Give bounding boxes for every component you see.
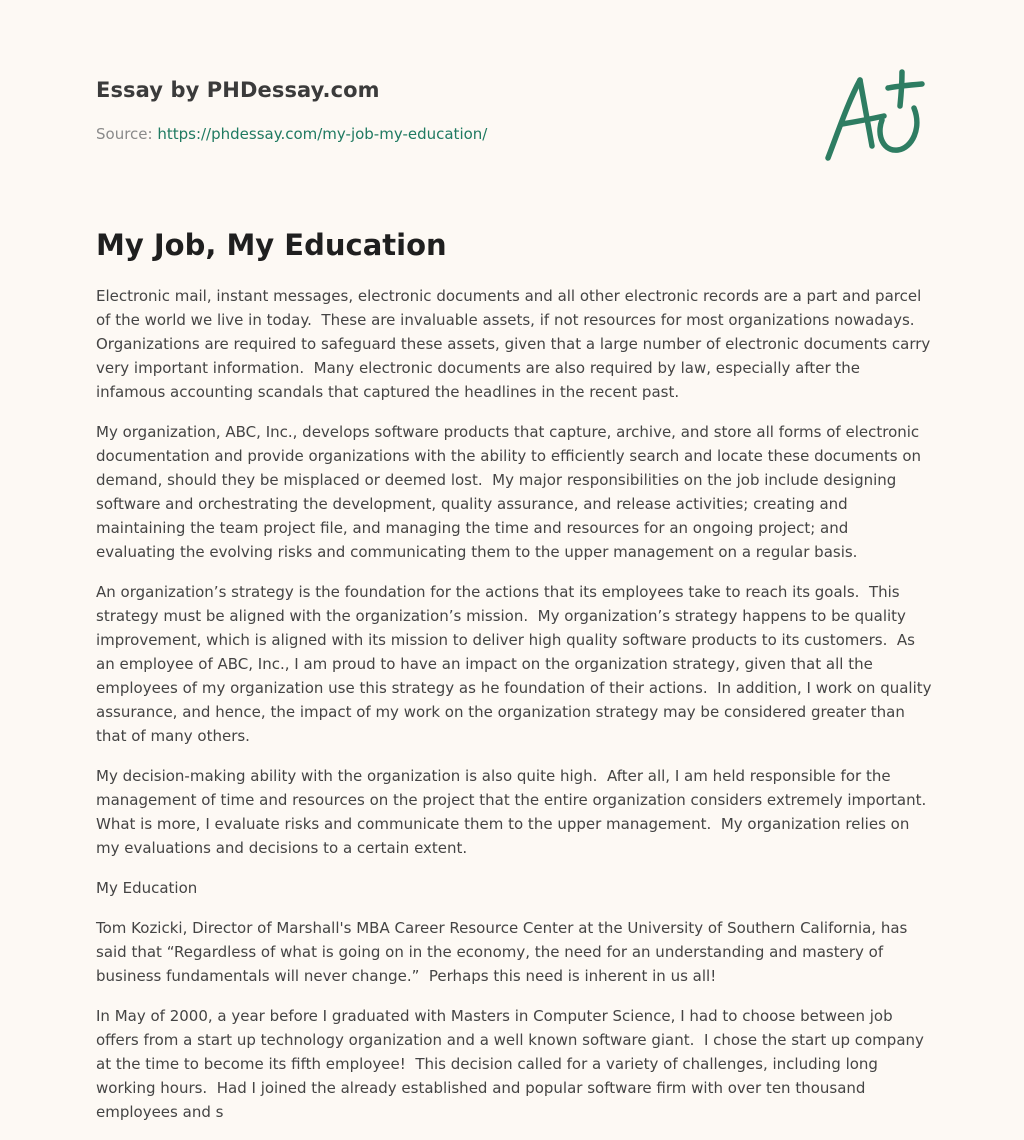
source-link[interactable]: https://phdessay.com/my-job-my-education/: [157, 125, 488, 143]
essay-paragraph: An organization’s strategy is the foundation for the actions that its employees take to reach its goals. This strategy must be aligned with the organization’s mission. My organization’s strategy happens to be quality improvement, which is aligned with its mission to deliver high quality software products to its customers. As an employee of ABC, Inc., I am proud to have an impact on the organization strategy, given that all the employees of my organization use this strategy as he foundation of their actions. In addition, I work on quality assurance, and hence, the impact of my work on the organization strategy may be considered greater than that of many others.: [96, 583, 937, 745]
source-line: [96, 124, 796, 144]
brand-title: Essay by PHDessay.com: [96, 78, 380, 102]
section-heading: My Education: [96, 879, 198, 897]
essay-header: [96, 76, 796, 144]
essay-paragraph: Tom Kozicki, Director of Marshall's MBA Career Resource Center at the University of Southern California, has said that “Regardless of what is going on in the economy, the need for an understanding and mastery of business fundamentals will never change.” Perhaps this need is inherent in us all!: [96, 919, 913, 985]
essay-paragraph: My decision-making ability with the organization is also quite high. After all, I am held responsible for the management of time and resources on the project that the entire organization considers extremely important. What is more, I evaluate risks and communicate them to the upper management. My organization relies on my evaluations and decisions to a certain extent.: [96, 767, 936, 857]
a-plus-logo-icon: [818, 62, 930, 168]
source-label: Source:: [96, 125, 158, 143]
essay-paragraph: My organization, ABC, Inc., develops software products that capture, archive, and store all forms of electronic documentation and provide organizations with the ability to efficiently search and locate these documents on demand, should they be misplaced or deemed lost. My major responsibilities on the job include designing software and orchestrating the development, quality assurance, and release activities; creating and maintaining the team project file, and managing the time and resources for an ongoing project; and evaluating the evolving risks and communicating them to the upper management on a regular basis.: [96, 423, 926, 561]
essay-title: My Job, My Education: [96, 228, 447, 262]
essay-paragraph: In May of 2000, a year before I graduated with Masters in Computer Science, I had to choose between job offers from a start up technology organization and a well known software giant. I chose the start up company at the time to become its fifth employee! This decision called for a variety of challenges, including long working hours. Had I joined the already established and popular software firm with over ten thousand employees and s: [96, 1007, 929, 1121]
a-plus-logo-svg: [818, 62, 930, 168]
essay-content: [96, 226, 937, 1140]
essay-paragraph: Electronic mail, instant messages, electronic documents and all other electronic records are a part and parcel of the world we live in today. These are invaluable assets, if not resources for most organizations nowadays. Organizations are required to safeguard these assets, given that a large number of electronic documents carry very important information. Many electronic documents are also required by law, especially after the infamous accounting scandals that captured the headlines in the recent past.: [96, 287, 936, 401]
